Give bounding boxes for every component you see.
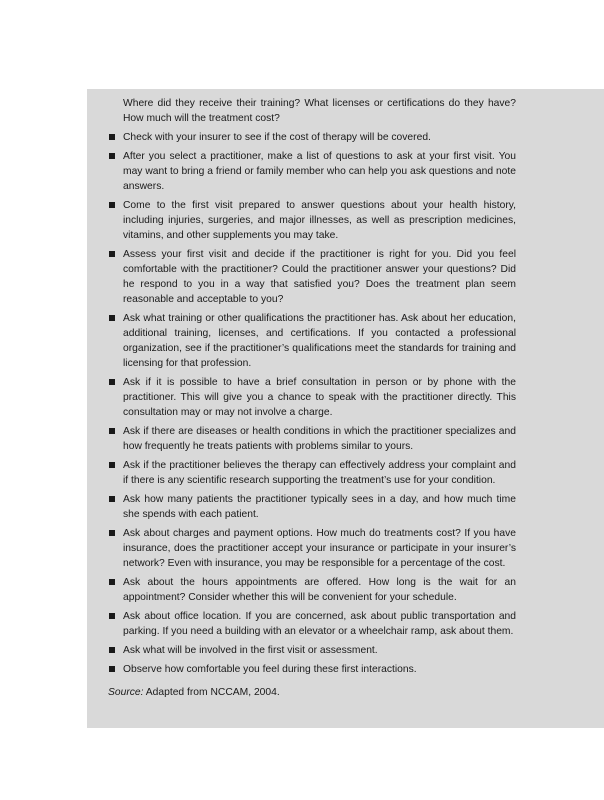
source-label: Source: [108,687,144,698]
source-citation [108,685,516,700]
list-item-text: Ask if there are diseases or health conditions in which the practitioner specializes and how frequently he treats patients with problems similar to yours. [123,426,516,452]
list-item [108,375,516,420]
list-item [108,247,516,307]
list-item [108,526,516,571]
list-item-text: Observe how comfortable you feel during these first interactions. [123,664,417,675]
square-bullet-icon [109,530,115,536]
list-item [108,609,516,639]
list-item [108,662,516,677]
square-bullet-icon [109,202,115,208]
list-item-text: Ask about the hours appointments are offered. How long is the wait for an appointment? Consider whether this will be convenient for your schedule. [123,577,516,603]
list-item [108,149,516,194]
list-item-text: Ask about charges and payment options. How much do treatments cost? If you have insurance, does the practitioner accept your insurance or participate in your insurer’s network? Even with insurance, you may be responsible for a percentage of the cost. [123,528,516,569]
list-item [108,458,516,488]
list-item [108,575,516,605]
list-item-text: Assess your first visit and decide if the practitioner is right for you. Did you feel comfortable with the practitioner? Could the practitioner answer your questions? Did he respond to you in a way that satisfied you? Does the treatment plan seem reasonable and acceptable to you? [123,249,516,305]
square-bullet-icon [109,579,115,585]
list-item [108,424,516,454]
square-bullet-icon [109,666,115,672]
panel-content [108,96,516,700]
square-bullet-icon [109,153,115,159]
list-item-text: Ask what will be involved in the first visit or assessment. [123,645,378,656]
list-item-text: Ask if the practitioner believes the therapy can effectively address your complaint and if there is any scientific research supporting the treatment’s use for your condition. [123,460,516,486]
list-item-text: Ask what training or other qualifications the practitioner has. Ask about her education, additional training, licenses, and certifications. If you contacted a professional organization, see if the practitioner’s qualifications meet the standards for training and licensing for that profession. [123,313,516,369]
square-bullet-icon [109,428,115,434]
lead-paragraph: Where did they receive their training? What licenses or certifications do they have? How much will the treatment cost? [123,98,516,124]
list-item-text: Come to the first visit prepared to answer questions about your health history, including injuries, surgeries, and major illnesses, as well as prescription medicines, vitamins, and other supplements you may take. [123,200,516,241]
list-item-text: Ask how many patients the practitioner typically sees in a day, and how much time she spends with each patient. [123,494,516,520]
square-bullet-icon [109,379,115,385]
list-item [108,492,516,522]
square-bullet-icon [109,496,115,502]
list-item-text: After you select a practitioner, make a list of questions to ask at your first visit. You may want to bring a friend or family member who can help you ask questions and note answers. [123,151,516,192]
list-item [108,311,516,371]
list-item [108,198,516,243]
source-text: Adapted from NCCAM, 2004. [143,687,280,698]
list-item-text: Check with your insurer to see if the cost of therapy will be covered. [123,132,431,143]
list-item [108,643,516,658]
square-bullet-icon [109,251,115,257]
list-item-text: Ask about office location. If you are concerned, ask about public transportation and parking. If you need a building with an elevator or a wheelchair ramp, ask about them. [123,611,516,637]
square-bullet-icon [109,647,115,653]
square-bullet-icon [109,613,115,619]
square-bullet-icon [109,315,115,321]
square-bullet-icon [109,462,115,468]
list-item [108,130,516,145]
list-item-text: Ask if it is possible to have a brief consultation in person or by phone with the practitioner. This will give you a chance to speak with the practitioner directly. This consultation may or may not involve a charge. [123,377,516,418]
square-bullet-icon [109,134,115,140]
bullet-list [108,130,516,677]
